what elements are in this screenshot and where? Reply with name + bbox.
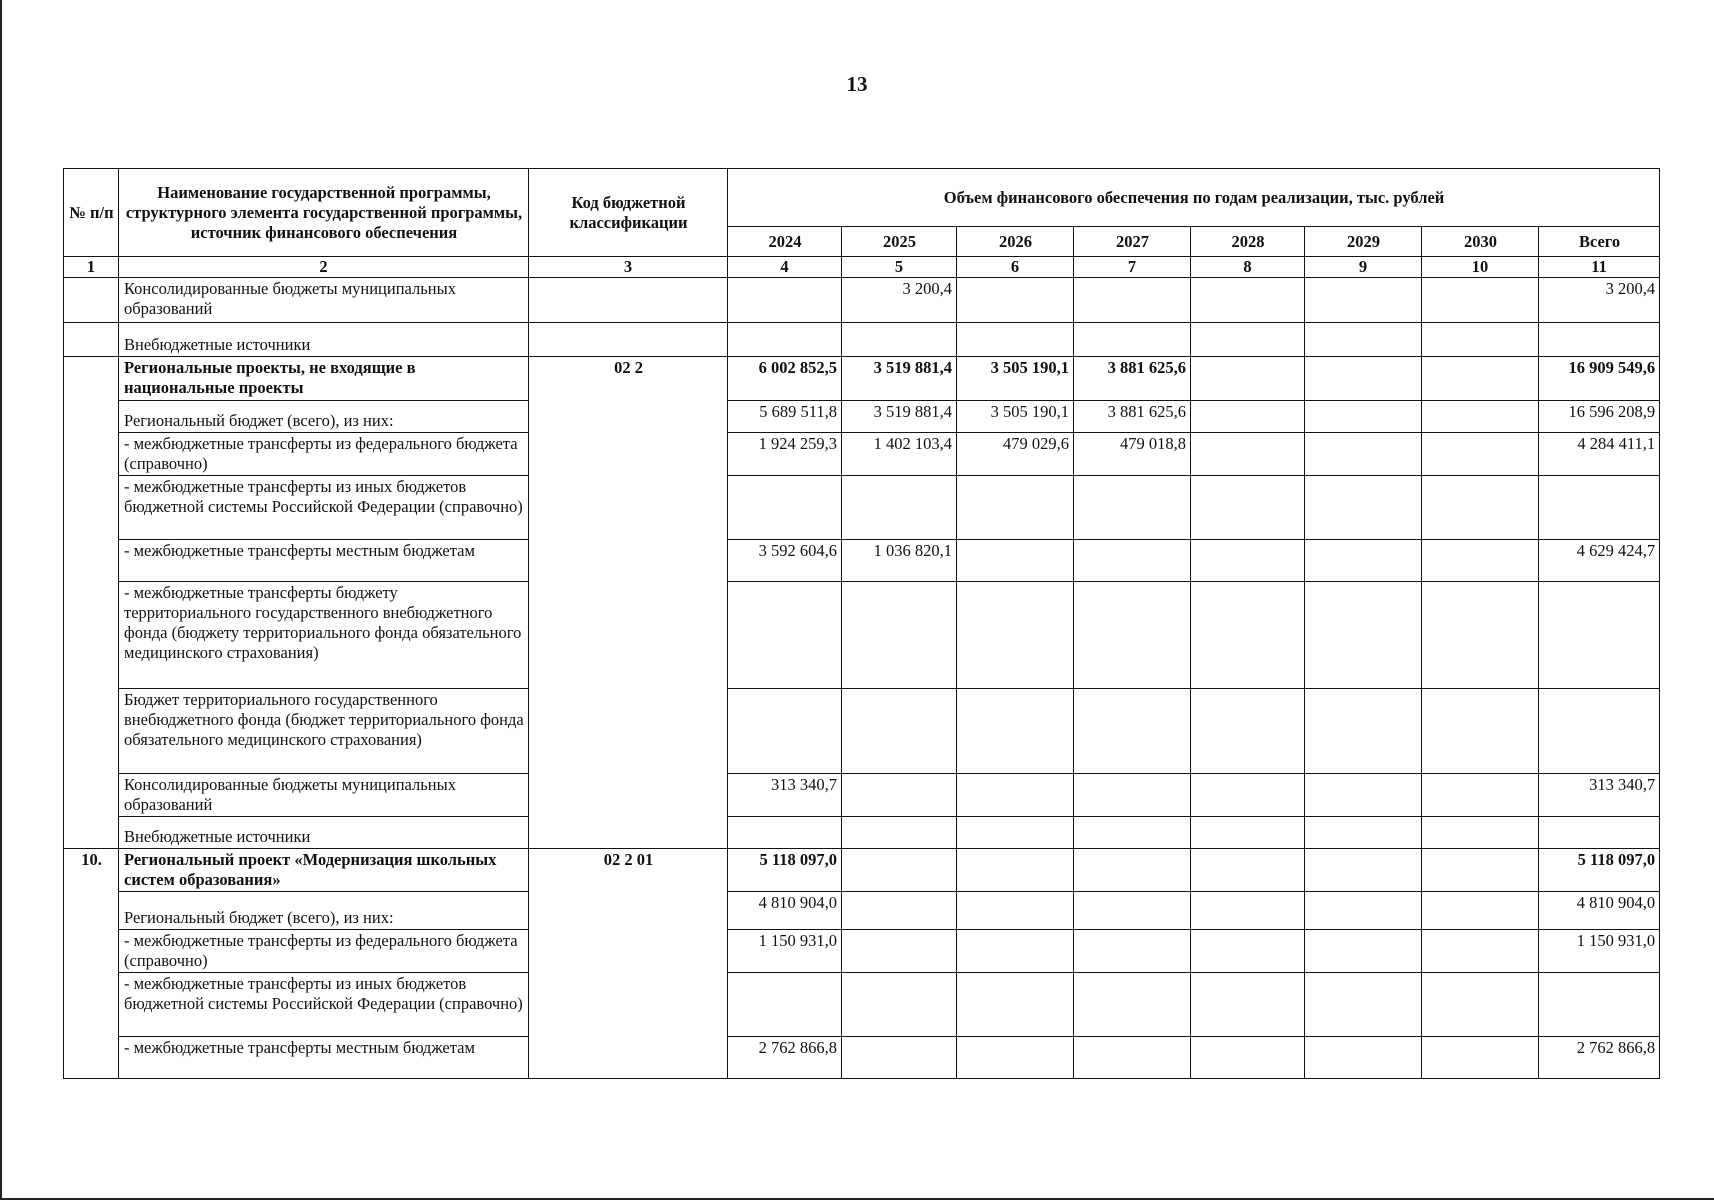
value-cell	[1305, 849, 1422, 892]
header-year: 2025	[842, 227, 957, 257]
value-cell	[1422, 689, 1539, 774]
value-cell	[1191, 323, 1305, 357]
value-cell	[842, 1037, 957, 1079]
table-row	[64, 892, 1660, 930]
row-code	[529, 323, 728, 357]
column-number: 8	[1191, 257, 1305, 278]
row-name: - межбюджетные трансферты бюджету территориального государственного внебюджетного фонда (бюджету территориального фонда обязательного медицинского страхования)	[119, 582, 529, 689]
value-cell	[1305, 774, 1422, 817]
total-cell	[1539, 323, 1660, 357]
row-name: - межбюджетные трансферты местным бюджетам	[119, 540, 529, 582]
value-cell	[1422, 401, 1539, 433]
value-cell	[1191, 689, 1305, 774]
value-cell	[1305, 817, 1422, 849]
row-name: - межбюджетные трансферты местным бюджетам	[119, 1037, 529, 1079]
value-cell	[728, 323, 842, 357]
column-number: 9	[1305, 257, 1422, 278]
value-cell	[1305, 433, 1422, 476]
value-cell	[1422, 476, 1539, 540]
row-code: 02 2	[529, 357, 728, 849]
table-row	[64, 582, 1660, 689]
value-cell	[728, 689, 842, 774]
value-cell	[728, 817, 842, 849]
value-cell: 479 029,6	[957, 433, 1074, 476]
table-row	[64, 433, 1660, 476]
table-row	[64, 357, 1660, 401]
column-number: 7	[1074, 257, 1191, 278]
table-row	[64, 930, 1660, 973]
row-name: Консолидированные бюджеты муниципальных образований	[119, 774, 529, 817]
value-cell	[1191, 817, 1305, 849]
value-cell	[957, 849, 1074, 892]
value-cell	[1074, 973, 1191, 1037]
value-cell	[1422, 540, 1539, 582]
total-cell: 5 118 097,0	[1539, 849, 1660, 892]
value-cell	[1422, 973, 1539, 1037]
value-cell	[1305, 1037, 1422, 1079]
value-cell	[1074, 930, 1191, 973]
value-cell: 6 002 852,5	[728, 357, 842, 401]
value-cell	[1305, 892, 1422, 930]
row-number-cell	[64, 357, 119, 849]
table-row	[64, 401, 1660, 433]
value-cell	[842, 817, 957, 849]
value-cell	[1422, 433, 1539, 476]
row-number-cell: 10.	[64, 849, 119, 1079]
value-cell	[1422, 817, 1539, 849]
header-year: 2027	[1074, 227, 1191, 257]
value-cell	[1422, 278, 1539, 323]
header-row	[64, 169, 1660, 227]
row-name: Бюджет территориального государственного внебюджетного фонда (бюджет территориального фонда обязательного медицинского страхования)	[119, 689, 529, 774]
value-cell	[1191, 774, 1305, 817]
value-cell	[1422, 323, 1539, 357]
total-cell	[1539, 973, 1660, 1037]
row-name: - межбюджетные трансферты из федерального бюджета (справочно)	[119, 433, 529, 476]
table-row	[64, 973, 1660, 1037]
table-row	[64, 849, 1660, 892]
total-cell	[1539, 817, 1660, 849]
total-cell: 313 340,7	[1539, 774, 1660, 817]
value-cell: 2 762 866,8	[728, 1037, 842, 1079]
row-code	[529, 278, 728, 323]
column-number: 11	[1539, 257, 1660, 278]
value-cell	[957, 540, 1074, 582]
value-cell	[1305, 973, 1422, 1037]
value-cell	[1305, 582, 1422, 689]
value-cell	[842, 973, 957, 1037]
value-cell: 313 340,7	[728, 774, 842, 817]
value-cell: 3 519 881,4	[842, 401, 957, 433]
value-cell	[842, 476, 957, 540]
value-cell: 479 018,8	[1074, 433, 1191, 476]
total-cell: 2 762 866,8	[1539, 1037, 1660, 1079]
value-cell	[957, 582, 1074, 689]
column-number: 2	[119, 257, 529, 278]
value-cell	[1191, 1037, 1305, 1079]
total-cell: 4 810 904,0	[1539, 892, 1660, 930]
total-cell: 16 909 549,6	[1539, 357, 1660, 401]
value-cell	[1305, 476, 1422, 540]
header-year: 2026	[957, 227, 1074, 257]
value-cell	[1422, 1037, 1539, 1079]
value-cell	[1422, 774, 1539, 817]
value-cell	[957, 817, 1074, 849]
header-total: Всего	[1539, 227, 1660, 257]
value-cell	[1074, 278, 1191, 323]
value-cell	[1074, 817, 1191, 849]
value-cell	[957, 892, 1074, 930]
row-code: 02 2 01	[529, 849, 728, 1079]
value-cell	[842, 582, 957, 689]
table-row	[64, 540, 1660, 582]
table-row	[64, 774, 1660, 817]
value-cell	[1074, 689, 1191, 774]
total-cell: 4 284 411,1	[1539, 433, 1660, 476]
value-cell	[842, 774, 957, 817]
total-cell: 16 596 208,9	[1539, 401, 1660, 433]
value-cell	[1422, 930, 1539, 973]
value-cell	[1422, 849, 1539, 892]
header-funding: Объем финансового обеспечения по годам реализации, тыс. рублей	[728, 169, 1660, 227]
value-cell: 1 924 259,3	[728, 433, 842, 476]
value-cell	[1305, 323, 1422, 357]
value-cell: 3 881 625,6	[1074, 401, 1191, 433]
value-cell: 1 150 931,0	[728, 930, 842, 973]
table-row	[64, 689, 1660, 774]
value-cell	[1191, 357, 1305, 401]
row-name: - межбюджетные трансферты из иных бюджетов бюджетной системы Российской Федерации (справочно)	[119, 973, 529, 1037]
total-cell: 4 629 424,7	[1539, 540, 1660, 582]
header-num: № п/п	[64, 169, 119, 257]
value-cell	[1191, 930, 1305, 973]
header-year: 2028	[1191, 227, 1305, 257]
value-cell	[842, 323, 957, 357]
total-cell	[1539, 582, 1660, 689]
total-cell: 3 200,4	[1539, 278, 1660, 323]
value-cell	[1191, 892, 1305, 930]
row-number-cell	[64, 278, 119, 323]
value-cell	[1305, 689, 1422, 774]
value-cell	[728, 278, 842, 323]
row-name: Внебюджетные источники	[119, 817, 529, 849]
value-cell	[1191, 278, 1305, 323]
column-number: 3	[529, 257, 728, 278]
header-name: Наименование государственной программы, структурного элемента государственной программы, источник финансового обеспечения	[119, 169, 529, 257]
value-cell	[1305, 357, 1422, 401]
value-cell	[1074, 849, 1191, 892]
column-number: 6	[957, 257, 1074, 278]
value-cell	[1074, 476, 1191, 540]
header-year: 2029	[1305, 227, 1422, 257]
value-cell	[1074, 892, 1191, 930]
value-cell: 3 200,4	[842, 278, 957, 323]
column-number: 1	[64, 257, 119, 278]
table-row	[64, 1037, 1660, 1079]
value-cell	[1305, 930, 1422, 973]
value-cell	[1191, 582, 1305, 689]
total-cell: 1 150 931,0	[1539, 930, 1660, 973]
value-cell	[1074, 774, 1191, 817]
value-cell: 5 118 097,0	[728, 849, 842, 892]
table-row	[64, 323, 1660, 357]
value-cell	[1305, 540, 1422, 582]
value-cell	[957, 278, 1074, 323]
value-cell	[1305, 278, 1422, 323]
value-cell	[957, 323, 1074, 357]
row-name: Региональные проекты, не входящие в национальные проекты	[119, 357, 529, 401]
value-cell	[728, 476, 842, 540]
value-cell	[1191, 540, 1305, 582]
total-cell	[1539, 476, 1660, 540]
value-cell	[1191, 401, 1305, 433]
table-row	[64, 278, 1660, 323]
value-cell	[1305, 401, 1422, 433]
value-cell: 5 689 511,8	[728, 401, 842, 433]
total-cell	[1539, 689, 1660, 774]
value-cell	[1074, 582, 1191, 689]
header-code: Код бюджетной классификации	[529, 169, 728, 257]
column-number-row	[64, 257, 1660, 278]
value-cell	[842, 930, 957, 973]
value-cell	[1422, 357, 1539, 401]
value-cell	[1422, 892, 1539, 930]
row-name: - межбюджетные трансферты из федерального бюджета (справочно)	[119, 930, 529, 973]
value-cell	[1074, 1037, 1191, 1079]
value-cell	[728, 973, 842, 1037]
value-cell	[728, 582, 842, 689]
value-cell: 3 519 881,4	[842, 357, 957, 401]
row-name: Региональный бюджет (всего), из них:	[119, 401, 529, 433]
row-name: Внебюджетные источники	[119, 323, 529, 357]
value-cell	[957, 774, 1074, 817]
value-cell	[1074, 540, 1191, 582]
value-cell	[957, 1037, 1074, 1079]
value-cell	[1422, 582, 1539, 689]
value-cell	[1191, 476, 1305, 540]
page-number: 13	[846, 72, 868, 96]
header-year: 2024	[728, 227, 842, 257]
value-cell: 1 402 103,4	[842, 433, 957, 476]
column-number: 5	[842, 257, 957, 278]
value-cell	[957, 973, 1074, 1037]
column-number: 4	[728, 257, 842, 278]
value-cell: 3 505 190,1	[957, 401, 1074, 433]
row-name: - межбюджетные трансферты из иных бюджетов бюджетной системы Российской Федерации (справочно)	[119, 476, 529, 540]
value-cell: 3 505 190,1	[957, 357, 1074, 401]
table-row	[64, 817, 1660, 849]
row-number-cell	[64, 323, 119, 357]
value-cell	[957, 689, 1074, 774]
table-row	[64, 476, 1660, 540]
value-cell	[842, 689, 957, 774]
value-cell: 3 881 625,6	[1074, 357, 1191, 401]
row-name: Консолидированные бюджеты муниципальных образований	[119, 278, 529, 323]
value-cell	[957, 476, 1074, 540]
value-cell: 3 592 604,6	[728, 540, 842, 582]
budget-table	[63, 168, 1660, 1079]
value-cell	[957, 930, 1074, 973]
header-year: 2030	[1422, 227, 1539, 257]
value-cell	[1074, 323, 1191, 357]
column-number: 10	[1422, 257, 1539, 278]
value-cell: 1 036 820,1	[842, 540, 957, 582]
value-cell	[1191, 973, 1305, 1037]
row-name: Региональный проект «Модернизация школьных систем образования»	[119, 849, 529, 892]
value-cell	[842, 849, 957, 892]
value-cell: 4 810 904,0	[728, 892, 842, 930]
value-cell	[1191, 433, 1305, 476]
row-name: Региональный бюджет (всего), из них:	[119, 892, 529, 930]
value-cell	[842, 892, 957, 930]
value-cell	[1191, 849, 1305, 892]
